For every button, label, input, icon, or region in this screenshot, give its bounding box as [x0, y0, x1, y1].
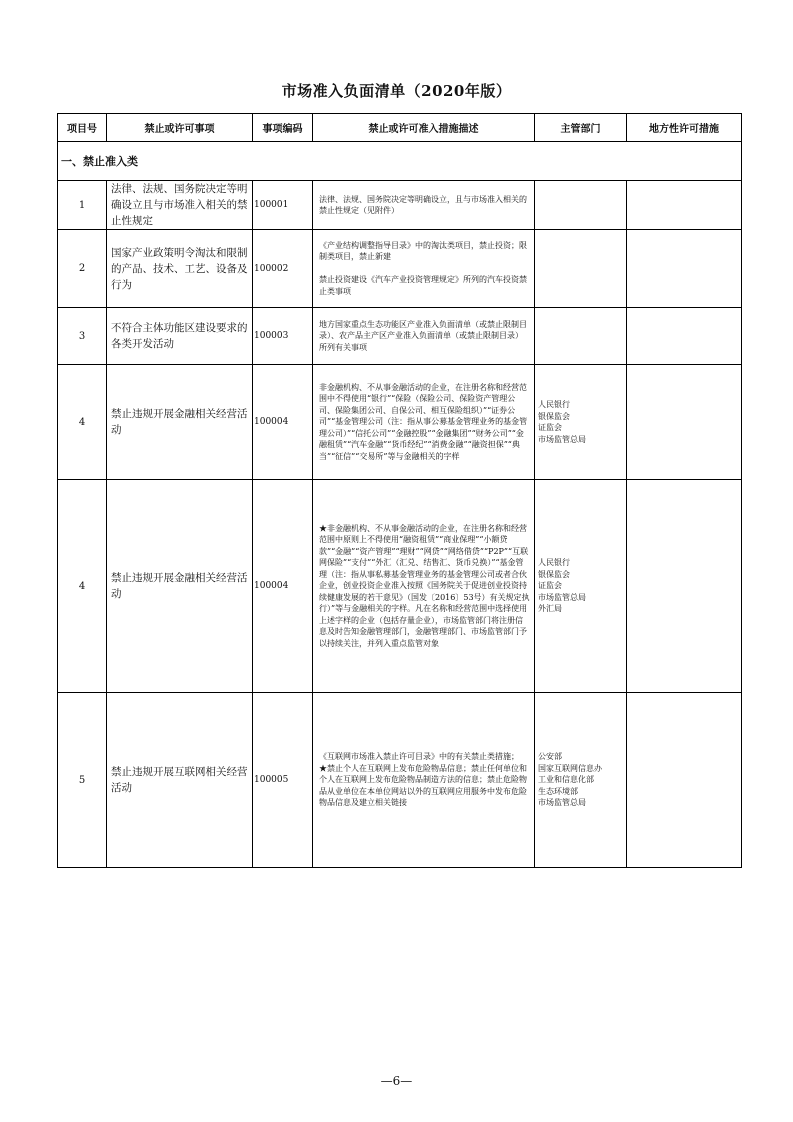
- header-dept: 主管部门: [535, 114, 627, 142]
- row-no: 1: [58, 181, 107, 230]
- row-item: 禁止违规开展金融相关经营活动: [107, 480, 253, 693]
- dept-name: 银保监会: [538, 569, 570, 579]
- table-row: [58, 230, 742, 308]
- table-row: [58, 308, 742, 365]
- row-item: 禁止违规开展金融相关经营活动: [107, 365, 253, 480]
- row-measures: [313, 230, 535, 308]
- header-no: 项目号: [58, 114, 107, 142]
- header-code: 事项编码: [253, 114, 313, 142]
- row-measures: [313, 693, 535, 868]
- table-row: [58, 365, 742, 480]
- row-dept: [535, 480, 627, 693]
- measure-text: 《互联网市场准入禁止许可目录》中的有关禁止类措施；: [319, 752, 519, 762]
- row-code: 100004: [253, 480, 313, 693]
- row-local: [627, 480, 742, 693]
- row-local: [627, 365, 742, 480]
- row-local: [627, 181, 742, 230]
- row-dept: [535, 181, 627, 230]
- row-no: 2: [58, 230, 107, 308]
- section-title: 一、禁止准入类: [58, 142, 742, 181]
- row-local: [627, 230, 742, 308]
- dept-name: 工业和信息化部: [538, 775, 594, 785]
- section-row: [58, 142, 742, 181]
- dept-name: 银保监会: [538, 411, 570, 421]
- table-row: [58, 181, 742, 230]
- row-item: 不符合主体功能区建设要求的各类开发活动: [107, 308, 253, 365]
- row-code: 100005: [253, 693, 313, 868]
- row-measures: [313, 181, 535, 230]
- table-row: [58, 693, 742, 868]
- measure-text: ★禁止个人在互联网上发布危险物品信息；禁止任何单位和个人在互联网上发布危险物品制造方法的信息；禁止危险物品从业单位在本单位网站以外的互联网应用服务中发布危险物品信息及建立相关链接: [319, 763, 527, 808]
- header-measures: 禁止或许可准入措施描述: [313, 114, 535, 142]
- dept-name: 市场监管总局: [538, 434, 586, 444]
- measure-text: 地方国家重点生态功能区产业准入负面清单（或禁止限制目录）、农产品主产区产业准入负面清单（或禁止限制目录）所列有关事项: [319, 319, 527, 352]
- dept-name: 证监会: [538, 581, 562, 591]
- row-local: [627, 693, 742, 868]
- row-no: 4: [58, 365, 107, 480]
- dept-name: 外汇局: [538, 604, 562, 614]
- row-dept: [535, 308, 627, 365]
- row-measures: [313, 365, 535, 480]
- dept-name: 证监会: [538, 423, 562, 432]
- measure-text: 非金融机构、不从事金融活动的企业，在注册名称和经营范围中不得使用“银行”“保险（保险公司、保险资产管理公司、保险集团公司、自保公司、相互保险组织）”“证券公司”“基金管理公司（注：指从事公募基金管理业务的基金管理公司）”“信托公司”“金融控股”“金融集团”“财务公司”“金融租赁”“汽车金融”“货币经纪”“消费金融”“融资担保”“典当”“征信”“交易所”等与金融相关的字样: [319, 382, 528, 461]
- row-dept: [535, 365, 627, 480]
- table-row: [58, 480, 742, 693]
- header-item: 禁止或许可事项: [107, 114, 253, 142]
- dept-name: 市场监管总局: [538, 798, 586, 808]
- measure-text: 《产业结构调整指导目录》中的淘汰类项目，禁止投资；限制类项目，禁止新建: [319, 240, 527, 262]
- page-number: —6—: [380, 1074, 413, 1088]
- dept-name: 人民银行: [538, 400, 570, 409]
- page-title: 市场准入负面清单（2020年版）: [281, 82, 512, 100]
- row-no: 4: [58, 480, 107, 693]
- dept-name: 生态环境部: [538, 786, 578, 796]
- row-item: 国家产业政策明令淘汰和限制的产品、技术、工艺、设备及行为: [107, 230, 253, 308]
- header-local: 地方性许可措施: [627, 114, 742, 142]
- row-measures: [313, 308, 535, 365]
- row-dept: [535, 230, 627, 308]
- row-no: 5: [58, 693, 107, 868]
- measure-text: 禁止投资建设《汽车产业投资管理规定》所列的汽车投资禁止类事项: [319, 275, 527, 296]
- table-header-row: [58, 114, 742, 142]
- row-code: 100003: [253, 308, 313, 365]
- dept-name: 市场监管总局: [538, 592, 586, 602]
- row-code: 100004: [253, 365, 313, 480]
- row-item: 禁止违规开展互联网相关经营活动: [107, 693, 253, 868]
- measure-text: 法律、法规、国务院决定等明确设立，且与市场准入相关的禁止性规定（见附件）: [319, 194, 527, 215]
- row-no: 3: [58, 308, 107, 365]
- row-measures: [313, 480, 535, 693]
- row-code: 100001: [253, 181, 313, 230]
- row-local: [627, 308, 742, 365]
- dept-name: 国家互联网信息办: [538, 763, 602, 773]
- negative-list-table: [57, 113, 742, 868]
- row-code: 100002: [253, 230, 313, 308]
- dept-name: 公安部: [538, 752, 562, 762]
- row-item: 法律、法规、国务院决定等明确设立且与市场准入相关的禁止性规定: [107, 181, 253, 230]
- measure-text: ★非金融机构、不从事金融活动的企业，在注册名称和经营范围中原则上不得使用“融资租赁”“商业保理”“小额贷款”“金融”“资产管理”“理财”“网贷”“网络借贷”“P2P”“互联网保险”“支付”“外汇（汇兑、结售汇、货币兑换）”“基金管理（注：指从事私募基金管理业务的基金管理公司或者合伙企业，创业投资企业准入按照《国务院关于促进创业投资持续健康发展的若干意见》（国发〔2016〕53号）有关规定执行）”等与金融相关的字样。凡在名称和经营范围中选择使用上述字样的企业（包括存量企业），市场监管部门将注册信息及时告知金融管理部门，金融管理部门、市场监管部门予以持续关注，并列入重点监管对象: [319, 523, 530, 648]
- row-dept: [535, 693, 627, 868]
- dept-name: 人民银行: [538, 558, 570, 568]
